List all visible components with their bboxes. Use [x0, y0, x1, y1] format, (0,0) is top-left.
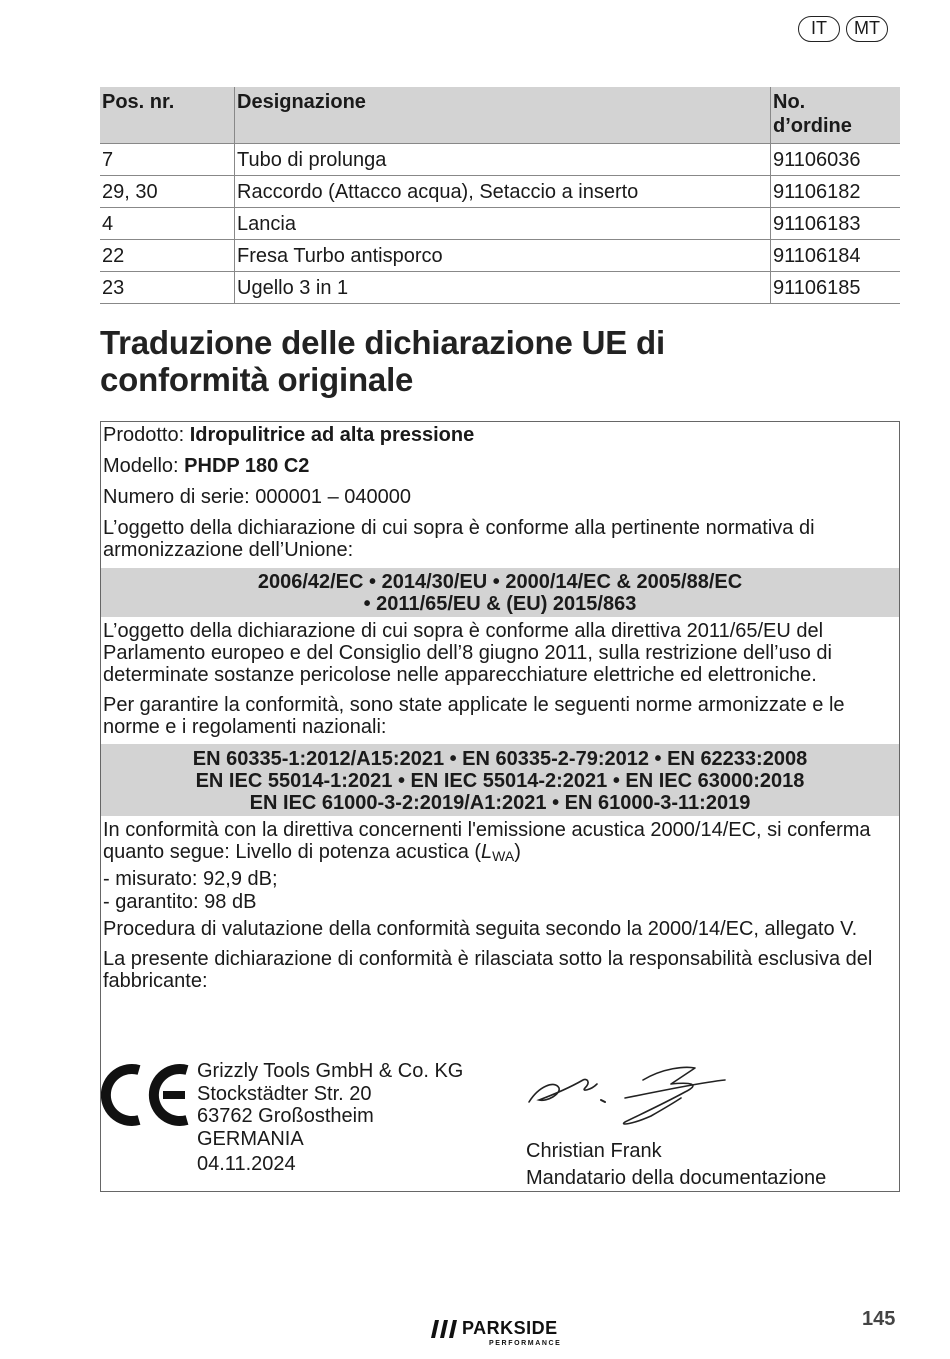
header-pos-nr: Pos. nr. — [100, 87, 235, 144]
standards-intro: Per garantire la conformità, sono state applicate le seguenti norme armonizzate e le norme e i regolamenti nazionali: — [103, 694, 845, 738]
directives-line2: • 2011/65/EU & (EU) 2015/863 — [363, 593, 637, 615]
manufacturer-name: Grizzly Tools GmbH & Co. KG — [197, 1060, 464, 1082]
noise-symbol: L — [481, 841, 493, 863]
section-title-line2: conformità originale — [100, 361, 414, 398]
noise-close: ) — [514, 841, 521, 863]
cell-designation: Raccordo (Attacco acqua), Setaccio a inserto — [235, 176, 771, 208]
language-badge-mt: MT — [846, 16, 888, 42]
measured-value: - misurato: 92,9 dB; — [103, 868, 278, 890]
header-designazione: Designazione — [235, 87, 771, 144]
responsibility-text: La presente dichiarazione di conformità è rilasciata sotto la responsabilità esclusiva del fabbricante: — [103, 948, 873, 992]
product-value: Idropulitrice ad alta pressione — [189, 424, 475, 446]
signer — [526, 1138, 826, 1192]
serial-line: Numero di serie: 000001 – 040000 — [103, 486, 411, 508]
directives-band — [101, 568, 899, 617]
manufacturer-address — [197, 1060, 463, 1176]
cell-order-no: 91106185 — [771, 272, 901, 304]
cell-designation: Lancia — [235, 208, 771, 240]
cell-pos: 22 — [100, 240, 235, 272]
cell-designation: Ugello 3 in 1 — [235, 272, 771, 304]
conformity-intro: L’oggetto della dichiarazione di cui sopra è conforme alla pertinente normativa di armonizzazione dell’Unione: — [103, 517, 815, 561]
cell-pos: 7 — [100, 144, 235, 176]
product-label: Prodotto: — [103, 424, 190, 446]
standards-band — [101, 744, 899, 816]
table-row — [100, 272, 900, 304]
noise-subscript: WA — [492, 848, 515, 864]
brand-stripes-icon — [431, 1320, 457, 1338]
model-value: PHDP 180 C2 — [184, 455, 310, 477]
procedure-text: Procedura di valutazione della conformità seguita secondo la 2000/14/EC, allegato V. — [103, 918, 858, 940]
noise-text-main: In conformità con la direttiva concernenti l'emissione acustica 2000/14/EC, si conferma quanto segue: Livello di potenza acustica ( — [103, 819, 871, 863]
cell-pos: 4 — [100, 208, 235, 240]
section-title-line1: Traduzione delle dichiarazione UE di — [100, 324, 665, 361]
noise-text — [101, 819, 899, 867]
guaranteed-value: - garantito: 98 dB — [103, 891, 257, 913]
cell-pos: 29, 30 — [100, 176, 235, 208]
directives-line1: 2006/42/EC • 2014/30/EU • 2000/14/EC & 2005/88/EC — [257, 571, 743, 593]
page-number: 145 — [862, 1308, 896, 1330]
cell-designation: Fresa Turbo antisporco — [235, 240, 771, 272]
product-line — [101, 424, 899, 446]
manufacturer-city: 63762 Großostheim — [197, 1105, 374, 1127]
table-row — [100, 144, 900, 176]
model-label: Modello: — [103, 455, 185, 477]
declaration-box — [100, 421, 900, 1192]
manufacturer-street: Stockstädter Str. 20 — [197, 1082, 372, 1105]
standards-line2: EN IEC 55014-1:2021 • EN IEC 55014-2:2021 • EN IEC 63000:2018 — [195, 770, 805, 792]
cell-order-no: 91106182 — [771, 176, 901, 208]
standards-line1: EN 60335-1:2012/A15:2021 • EN 60335-2-79:2012 • EN 62233:2008 — [192, 748, 808, 770]
model-line — [101, 455, 899, 477]
cell-pos: 23 — [100, 272, 235, 304]
section-title — [100, 324, 665, 398]
manufacturer-signature-block — [101, 1062, 901, 1192]
rohs-text: L’oggetto della dichiarazione di cui sopra è conforme alla direttiva 2011/65/EU del Parlamento europeo e del Consiglio dell’8 giugno 2011, sulla restrizione dell’uso di determinate sostanze pericolose nelle apparecchiature elettriche ed elettroniche. — [103, 620, 832, 686]
signer-name: Christian Frank — [526, 1140, 662, 1162]
brand-subline: PERFORMANCE — [489, 1340, 562, 1347]
cell-order-no: 91106184 — [771, 240, 901, 272]
cell-order-no: 91106036 — [771, 144, 901, 176]
signer-role: Mandatario della documentazione — [526, 1167, 827, 1189]
table-header-row — [100, 87, 900, 144]
cell-designation: Tubo di prolunga — [235, 144, 771, 176]
handwritten-signature — [525, 1058, 735, 1138]
ce-mark-icon — [101, 1062, 191, 1128]
manufacturer-country: GERMANIA — [197, 1127, 304, 1150]
table-row — [100, 176, 900, 208]
header-order-no: No. d’ordine — [771, 87, 901, 144]
table-row — [100, 208, 900, 240]
spare-parts-table — [100, 87, 900, 304]
brand-name: PARKSIDE — [462, 1318, 558, 1338]
declaration-date: 04.11.2024 — [197, 1153, 296, 1175]
standards-line3: EN IEC 61000-3-2:2019/A1:2021 • EN 61000-3-11:2019 — [249, 792, 751, 814]
cell-order-no: 91106183 — [771, 208, 901, 240]
table-row — [100, 240, 900, 272]
language-badge-it: IT — [798, 16, 840, 42]
